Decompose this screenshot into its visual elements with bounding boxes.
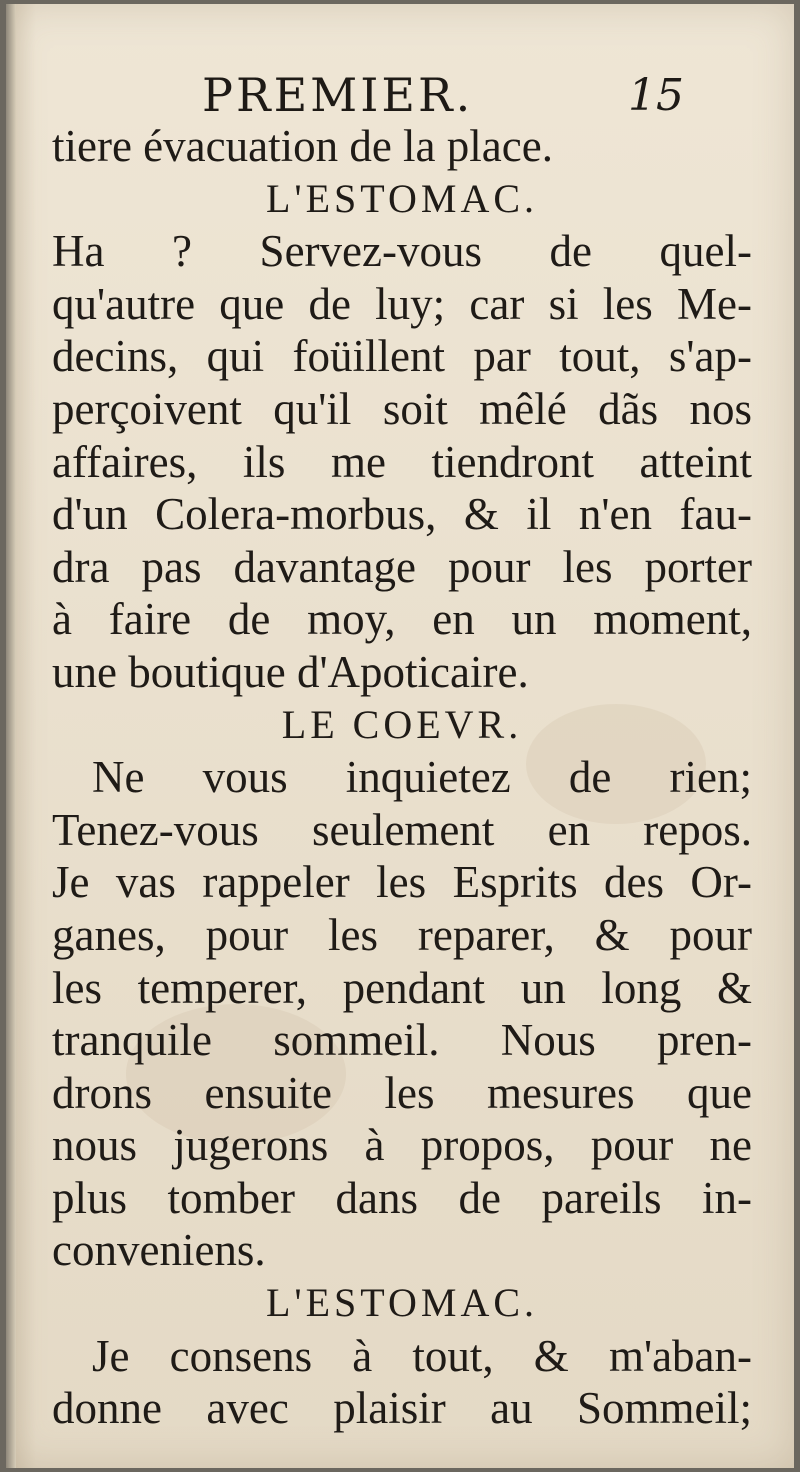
speaker-heading: L'ESTOMAC. [265,1280,539,1326]
book-page [6,4,794,1468]
text-line: ganes, pour les reparer, & pour [52,909,752,960]
speaker-heading: LE COEVR. [281,701,523,747]
text-line: drons ensuite les mesures que [52,1067,752,1118]
text-line: Je vas rappeler les Esprits des Or- [52,857,752,908]
running-head: PREMIER. [202,68,474,122]
page-text [52,120,752,1435]
text-line: nous jugerons à propos, pour ne [52,1120,752,1171]
text-line: Je consens à tout, & m'aban- [92,1330,752,1381]
text-line: à faire de moy, en un moment, [52,594,752,645]
text-line: Tenez-vous seulement en repos. [52,804,752,855]
text-line: d'un Colera-morbus, & il n'en fau- [52,489,752,540]
text-line: Ha ? Servez-vous de quel- [52,226,752,277]
text-line: conveniens. [52,1225,266,1276]
text-line: tranquile sommeil. Nous pren- [52,1015,752,1066]
text-line: Ne vous inquietez de rien; [92,752,752,803]
page-header [6,62,794,122]
text-line: plus tomber dans de pareils in- [52,1172,752,1223]
text-line: decins, qui foüillent par tout, s'ap- [52,331,752,382]
text-line: dra pas davantage pour les porter [52,541,752,592]
text-line: perçoivent qu'il soit mêlé dãs nos [52,383,752,434]
page-gutter [6,4,16,1468]
speaker-heading: L'ESTOMAC. [265,175,539,221]
text-line: les temperer, pendant un long & [52,962,752,1013]
page-number: 15 [628,70,684,121]
text-line: qu'autre que de luy; car si les Me- [52,278,752,329]
text-line: donne avec plaisir au Sommeil; [52,1383,752,1434]
text-line: une boutique d'Apoticaire. [52,646,529,697]
text-line: affaires, ils me tiendront atteint [52,436,752,487]
text-line: tiere évacuation de la place. [52,121,553,171]
